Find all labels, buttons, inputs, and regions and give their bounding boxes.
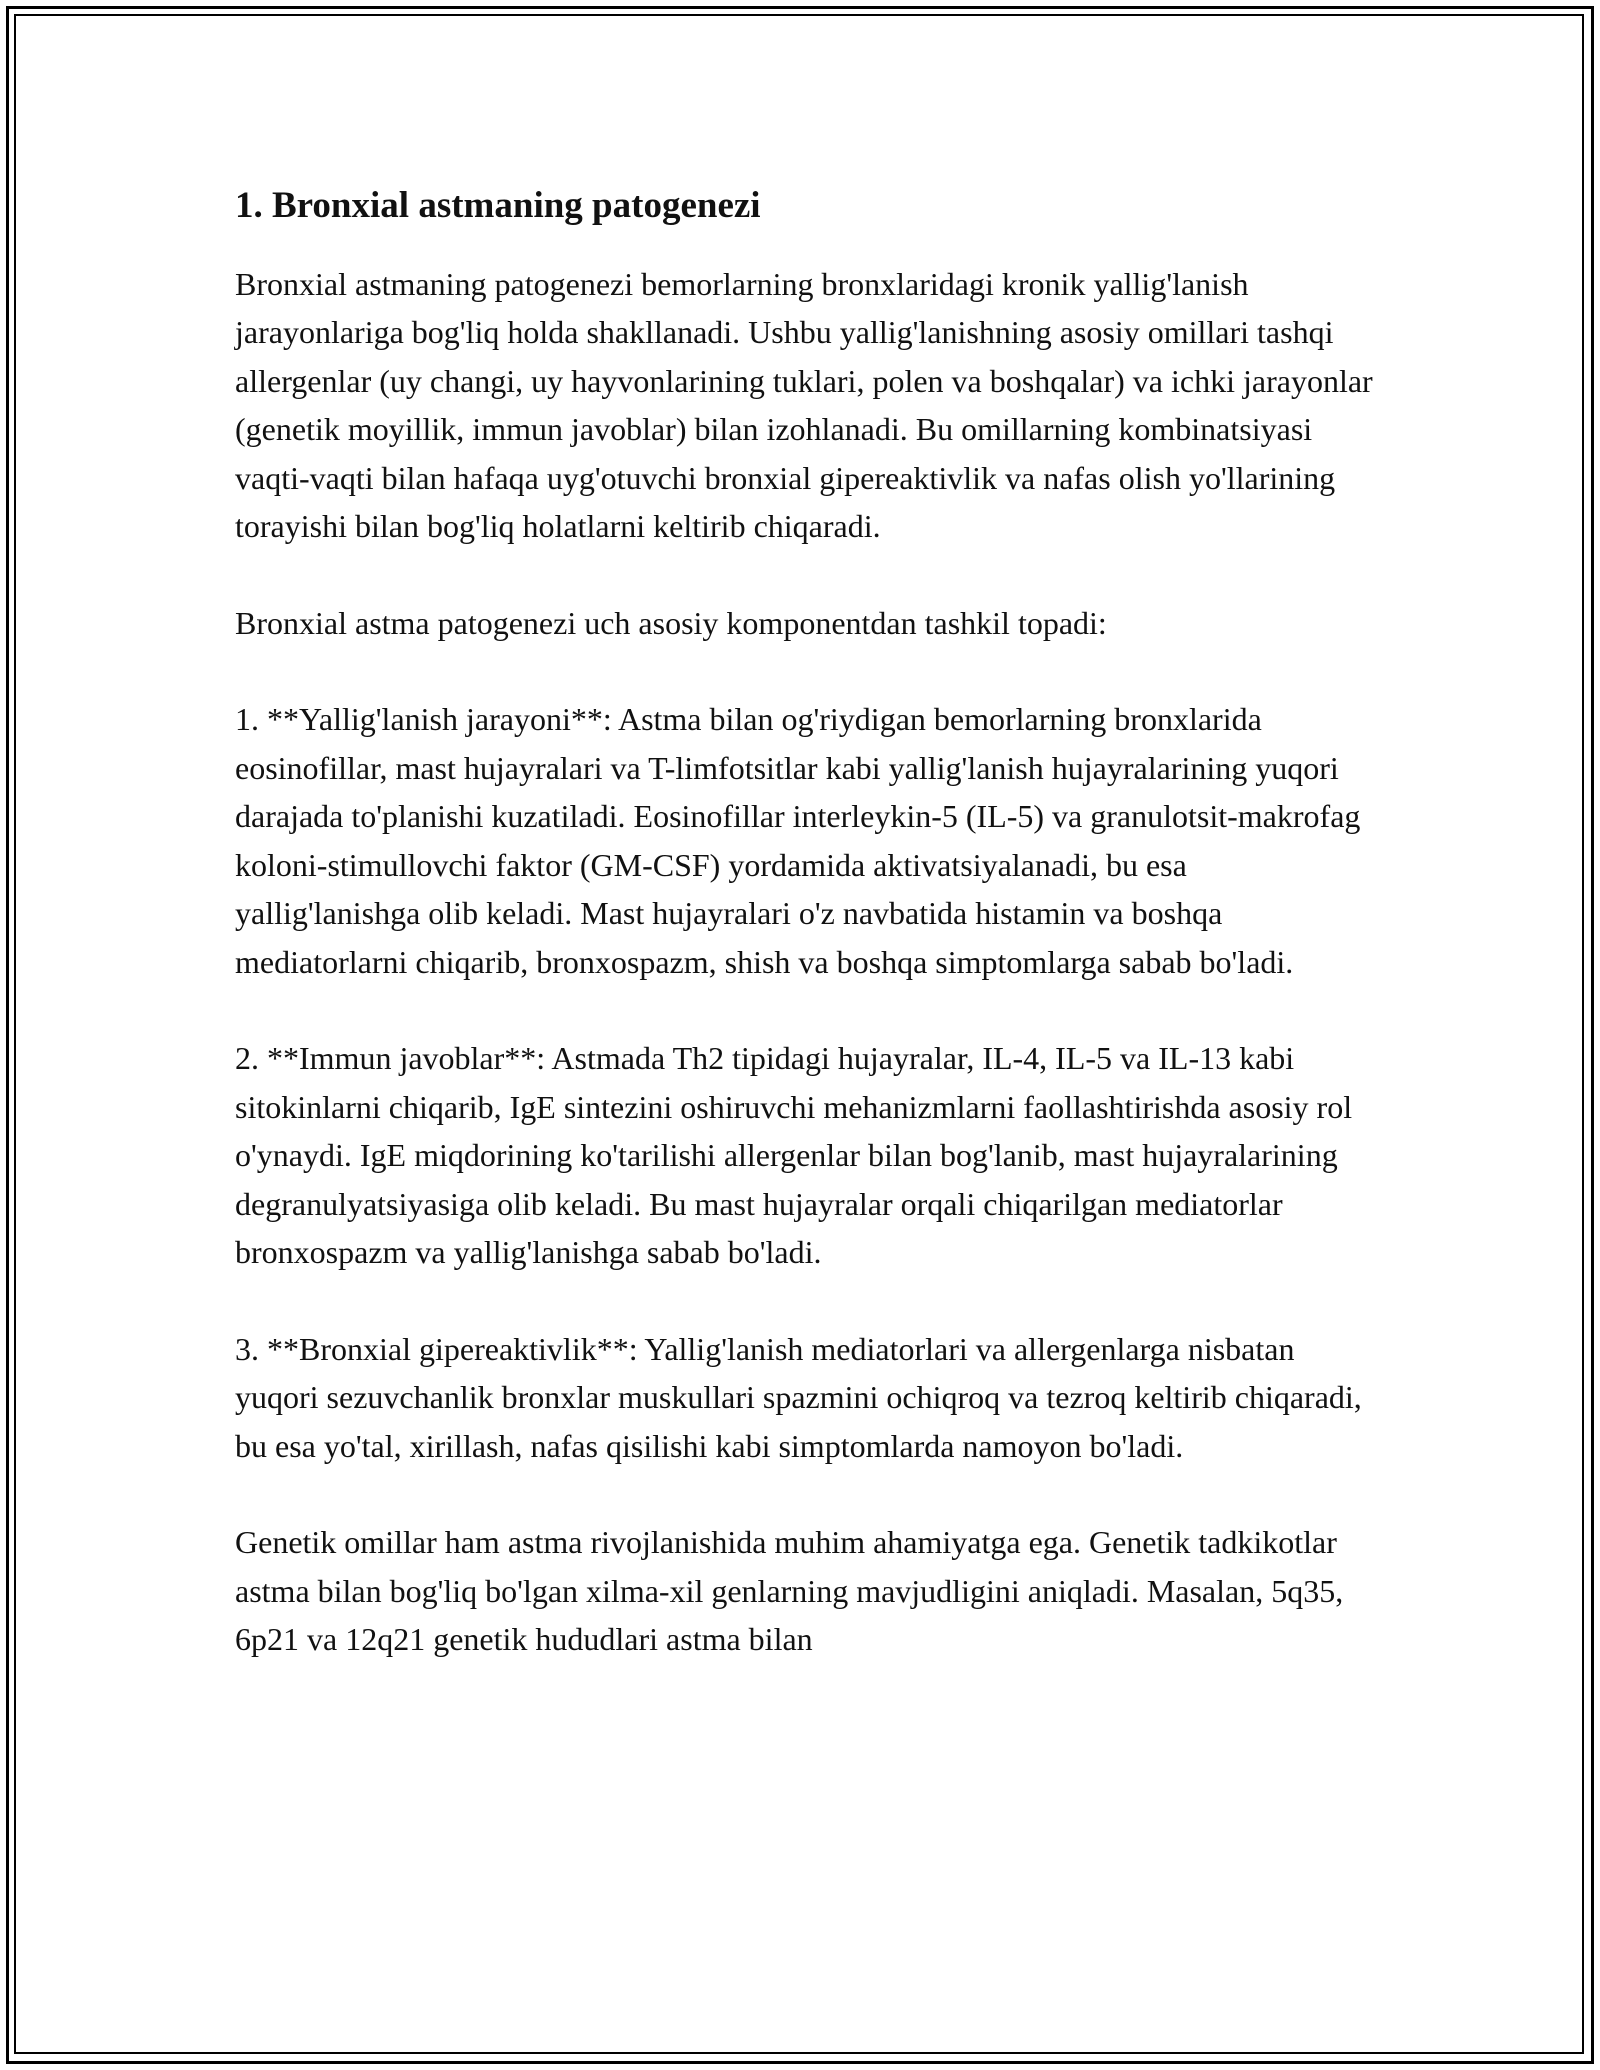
paragraph-hyperreactivity: 3. **Bronxial gipereaktivlik**: Yallig'lanish mediatorlari va allergenlarga nisbatan yuqori sezuvchanlik bronxlar muskullari spazmini ochiqroq va tezroq keltirib chiqaradi, bu esa yo'tal, xirillash, nafas qisilishi kabi simptomlarda namoyon bo'ladi. (235, 1330, 1362, 1464)
paragraph-components-intro: Bronxial astma patogenezi uch asosiy komponentdan tashkil topadi: (235, 604, 1107, 641)
section-heading: 1. Bronxial astmaning patogenezi (235, 185, 761, 226)
paragraph-intro: Bronxial astmaning patogenezi bemorlarning bronxlaridagi kronik yallig'lanish jarayonlariga bog'liq holda shakllanadi. Ushbu yallig'lanishning asosiy omillari tashqi allergenlar (uy changi, uy hayvonlarining tuklari, polen va boshqalar) va ichki jarayonlar (genetik moyillik, immun javoblar) bilan izohlanadi. Bu omillarning kombinatsiyasi vaqti-vaqti bilan hafaqa uyg'otuvchi bronxial gipereaktivlik va nafas olish yo'llarining torayishi bilan bog'liq holatlarni keltirib chiqaradi. (235, 265, 1373, 545)
paragraph-genetic-factors: Genetik omillar ham astma rivojlanishida muhim ahamiyatga ega. Genetik tadkikotlar astma bilan bog'liq bo'lgan xilma-xil genlarning mavjudligini aniqladi. Masalan, 5q35, 6p21 va 12q21 genetik hududlari astma bilan (235, 1524, 1344, 1658)
paragraph-immune-response: 2. **Immun javoblar**: Astmada Th2 tipidagi hujayralar, IL-4, IL-5 va IL-13 kabi sitokinlarni chiqarib, IgE sintezini oshiruvchi mehanizmlarni faollashtirishda asosiy rol o'ynaydi. IgE miqdorining ko'tarilishi allergenlar bilan bog'lanib, mast hujayralarining degranulyatsiyasiga olib keladi. Bu mast hujayralar orqali chiqarilgan mediatorlar bronxospazm va yallig'lanishga sabab bo'ladi. (235, 1040, 1353, 1271)
paragraph-inflammation: 1. **Yallig'lanish jarayoni**: Astma bilan og'riydigan bemorlarning bronxlarida eosinofillar, mast hujayralari va T-limfotsitlar kabi yallig'lanish hujayralarining yuqori darajada to'planishi kuzatiladi. Eosinofillar interleykin-5 (IL-5) va granulotsit-makrofag koloni-stimullovchi faktor (GM-CSF) yordamida aktivatsiyalanadi, bu esa yallig'lanishga olib keladi. Mast hujayralari o'z navbatida histamin va boshqa mediatorlarni chiqarib, bronxospazm, shish va boshqa simptomlarga sabab bo'ladi. (235, 701, 1361, 980)
document-body (235, 180, 1375, 1712)
